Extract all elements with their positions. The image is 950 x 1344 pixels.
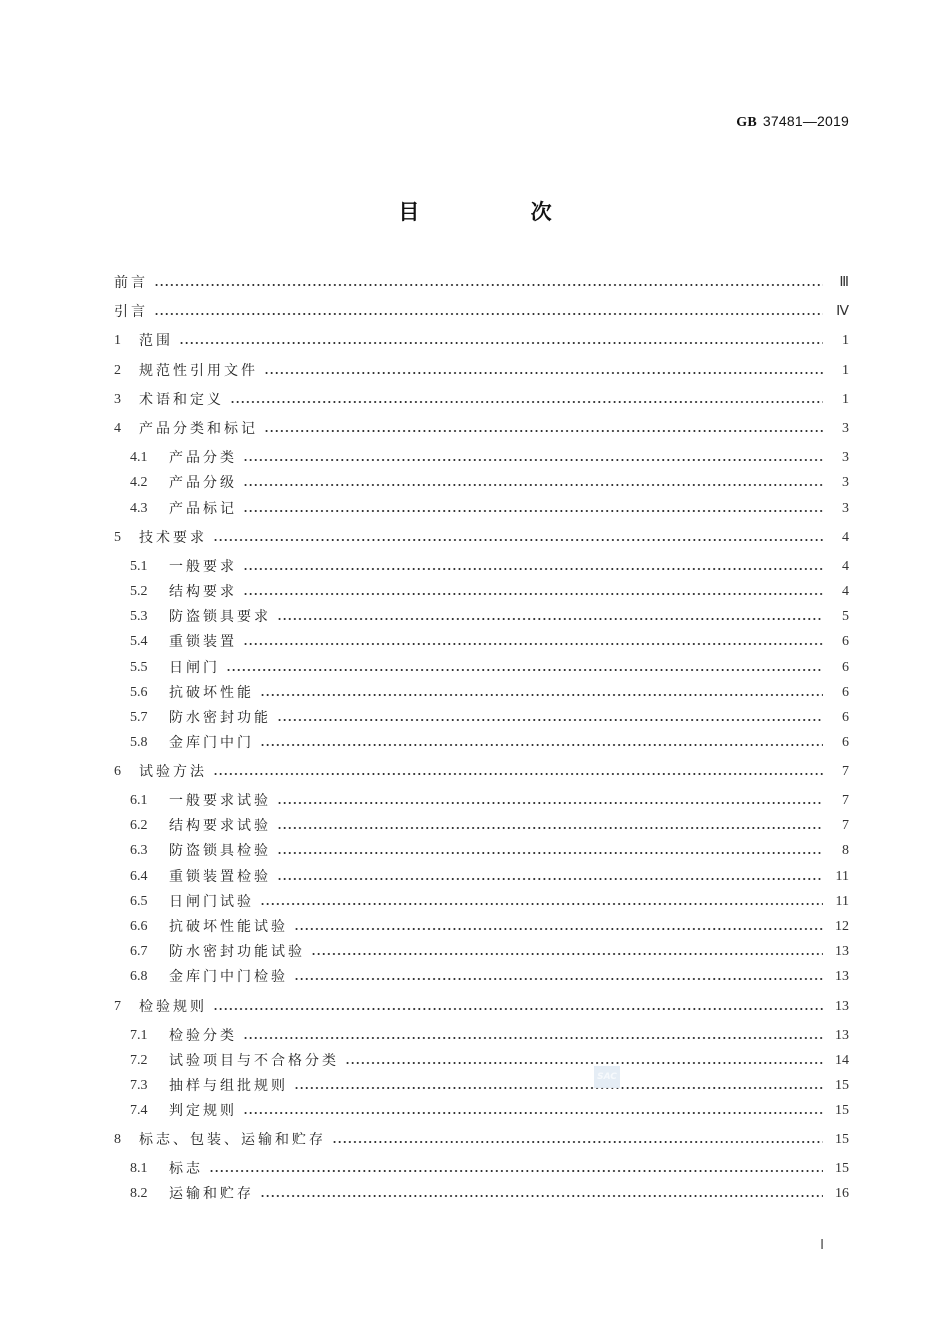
toc-entry-page: 6 [842, 710, 849, 725]
toc-entry-label: 标志 [169, 1161, 203, 1177]
toc-entry[interactable] [114, 1183, 849, 1205]
dot-leader [311, 941, 823, 963]
toc-entry-number: 4.2 [130, 475, 148, 490]
toc-entry-page: 13 [835, 999, 849, 1014]
toc-entry-page: 13 [835, 969, 849, 984]
toc-entry-page: 3 [842, 475, 849, 490]
dot-leader [332, 1129, 823, 1151]
toc-entry-label: 规范性引用文件 [139, 363, 258, 379]
dot-leader [243, 581, 823, 603]
toc-entry[interactable] [114, 1100, 849, 1122]
toc-entry[interactable] [114, 682, 849, 704]
toc-entry-label: 结构要求 [169, 584, 237, 600]
toc-entry-label: 日闸门 [169, 660, 220, 676]
dot-leader [243, 447, 823, 469]
toc-entry-number: 7.4 [130, 1103, 148, 1118]
toc-entry-page: 6 [842, 685, 849, 700]
toc-entry-page: 7 [842, 793, 849, 808]
dot-leader [243, 556, 823, 578]
toc-entry[interactable] [114, 498, 849, 520]
toc-entry[interactable] [114, 996, 849, 1018]
toc-entry-number: 7.1 [130, 1028, 148, 1043]
toc-entry-number: 6.7 [130, 944, 148, 959]
toc-entry-page: 6 [842, 660, 849, 675]
toc-entry-number: 6.4 [130, 869, 148, 884]
toc-entry-label: 运输和贮存 [169, 1186, 254, 1202]
toc-entry-label: 前言 [114, 275, 148, 291]
toc-entry-label: 产品分级 [169, 475, 237, 491]
toc-entry-page: 15 [835, 1103, 849, 1118]
toc-entry-page: 16 [835, 1186, 849, 1201]
toc-entry-page: Ⅲ [839, 275, 849, 290]
dot-leader [277, 840, 823, 862]
toc-entry-page: 13 [835, 1028, 849, 1043]
toc-entry[interactable] [114, 1025, 849, 1047]
toc-entry-number: 6.8 [130, 969, 148, 984]
toc-entry-number: 2 [114, 363, 121, 378]
standard-prefix: GB [736, 115, 757, 130]
toc-entry[interactable] [114, 966, 849, 988]
toc-entry-label: 技术要求 [139, 530, 207, 546]
toc-entry-number: 7 [114, 999, 121, 1014]
toc-entry[interactable] [114, 866, 849, 888]
toc-entry-page: 4 [842, 530, 849, 545]
toc-entry[interactable] [114, 891, 849, 913]
toc-entry[interactable] [114, 707, 849, 729]
toc-entry-number: 4.3 [130, 501, 148, 516]
dot-leader [230, 389, 823, 411]
dot-leader [294, 1075, 823, 1097]
dot-leader [243, 1025, 823, 1047]
dot-leader [213, 996, 823, 1018]
dot-leader [213, 761, 823, 783]
toc-entry-label: 检验分类 [169, 1028, 237, 1044]
toc-entry-label: 防盗锁具检验 [169, 843, 271, 859]
toc-entry[interactable] [114, 447, 849, 469]
toc-entry-label: 产品分类和标记 [139, 421, 258, 437]
toc-entry-number: 5.1 [130, 559, 148, 574]
toc-entry-label: 重锁装置 [169, 634, 237, 650]
toc-entry-number: 5.7 [130, 710, 148, 725]
toc-entry-label: 一般要求试验 [169, 793, 271, 809]
toc-entry-label: 防水密封功能 [169, 710, 271, 726]
toc-entry[interactable] [114, 1075, 849, 1097]
toc-entry-label: 引言 [114, 304, 148, 320]
toc-entry-label: 术语和定义 [139, 392, 224, 408]
toc-entry-number: 4 [114, 421, 121, 436]
dot-leader [294, 966, 823, 988]
toc-entry[interactable] [114, 840, 849, 862]
toc-entry-label: 金库门中门检验 [169, 969, 288, 985]
sac-watermark: SAC [594, 1066, 620, 1088]
toc-entry-page: 1 [842, 392, 849, 407]
dot-leader [243, 498, 823, 520]
toc-entry[interactable] [114, 1158, 849, 1180]
toc-entry-label: 范围 [139, 333, 173, 349]
toc-entry-number: 5.3 [130, 609, 148, 624]
dot-leader [260, 1183, 823, 1205]
dot-leader [277, 866, 823, 888]
page-title: 目 次 [398, 200, 604, 224]
dot-leader [243, 631, 823, 653]
toc-entry[interactable] [114, 657, 849, 679]
toc-entry-number: 5.8 [130, 735, 148, 750]
toc-entry[interactable] [114, 472, 849, 494]
dot-leader [277, 606, 823, 628]
toc-entry-label: 抽样与组批规则 [169, 1078, 288, 1094]
dot-leader [179, 330, 823, 352]
toc-entry-number: 8.2 [130, 1186, 148, 1201]
toc-entry-number: 1 [114, 333, 121, 348]
toc-entry[interactable] [114, 527, 849, 549]
toc-entry-label: 标志、包装、运输和贮存 [139, 1132, 326, 1148]
toc-entry[interactable] [114, 1129, 849, 1151]
toc-entry-label: 试验方法 [139, 764, 207, 780]
toc-entry[interactable] [114, 556, 849, 578]
dot-leader [345, 1050, 823, 1072]
dot-leader [277, 815, 823, 837]
toc-entry-page: 14 [835, 1053, 849, 1068]
toc-entry[interactable] [114, 916, 849, 938]
toc-entry-page: Ⅳ [836, 304, 849, 319]
toc-entry-label: 抗破坏性能试验 [169, 919, 288, 935]
toc-entry-number: 5.2 [130, 584, 148, 599]
toc-entry-page: 13 [835, 944, 849, 959]
toc-entry-label: 金库门中门 [169, 735, 254, 751]
toc-entry-label: 防盗锁具要求 [169, 609, 271, 625]
dot-leader [264, 418, 823, 440]
toc-entry-number: 6.5 [130, 894, 148, 909]
dot-leader [260, 682, 823, 704]
dot-leader [264, 360, 823, 382]
toc-entry[interactable] [114, 631, 849, 653]
dot-leader [209, 1158, 823, 1180]
toc-entry[interactable] [114, 360, 849, 382]
toc-entry[interactable] [114, 761, 849, 783]
dot-leader [154, 272, 823, 294]
toc-entry-page: 3 [842, 421, 849, 436]
toc-entry-number: 6.1 [130, 793, 148, 808]
toc-entry-number: 4.1 [130, 450, 148, 465]
toc-entry[interactable] [114, 732, 849, 754]
toc-entry-page: 15 [835, 1161, 849, 1176]
toc-entry-page: 6 [842, 735, 849, 750]
toc-entry-number: 5.4 [130, 634, 148, 649]
toc-entry-page: 15 [835, 1132, 849, 1147]
dot-leader [154, 301, 823, 323]
toc-entry-label: 重锁装置检验 [169, 869, 271, 885]
toc-entry-number: 5.6 [130, 685, 148, 700]
footer-page-number: Ⅰ [820, 1238, 825, 1253]
toc-entry-label: 防水密封功能试验 [169, 944, 305, 960]
toc-entry-number: 5.5 [130, 660, 148, 675]
dot-leader [277, 707, 823, 729]
toc-entry-page: 4 [842, 584, 849, 599]
toc-entry[interactable] [114, 790, 849, 812]
toc-entry-number: 3 [114, 392, 121, 407]
toc-entry-label: 抗破坏性能 [169, 685, 254, 701]
dot-leader [294, 916, 823, 938]
dot-leader [243, 1100, 823, 1122]
toc-entry-label: 试验项目与不合格分类 [169, 1053, 339, 1069]
dot-leader [260, 891, 823, 913]
toc-entry-label: 检验规则 [139, 999, 207, 1015]
toc-entry-page: 3 [842, 501, 849, 516]
toc-entry-page: 8 [842, 843, 849, 858]
toc-entry-page: 1 [842, 363, 849, 378]
toc-entry-number: 6 [114, 764, 121, 779]
standard-code [736, 113, 849, 131]
toc-entry[interactable] [114, 1050, 849, 1072]
toc-entry-number: 6.2 [130, 818, 148, 833]
toc-entry[interactable] [114, 815, 849, 837]
toc-entry-page: 11 [835, 894, 849, 909]
toc-entry-number: 5 [114, 530, 121, 545]
toc-entry[interactable] [114, 389, 849, 411]
dot-leader [277, 790, 823, 812]
toc-entry-page: 15 [835, 1078, 849, 1093]
toc-entry-number: 6.6 [130, 919, 148, 934]
toc-entry-number: 7.2 [130, 1053, 148, 1068]
toc-entry-label: 判定规则 [169, 1103, 237, 1119]
standard-number: 37481—2019 [762, 113, 849, 129]
toc-entry[interactable] [114, 581, 849, 603]
dot-leader [260, 732, 823, 754]
toc-entry-page: 1 [842, 333, 849, 348]
toc-entry[interactable] [114, 941, 849, 963]
toc-entry[interactable] [114, 301, 849, 323]
toc-entry-page: 5 [842, 609, 849, 624]
toc-entry-label: 一般要求 [169, 559, 237, 575]
toc-entry-label: 结构要求试验 [169, 818, 271, 834]
dot-leader [226, 657, 823, 679]
toc-entry-number: 6.3 [130, 843, 148, 858]
toc-entry-number: 8.1 [130, 1161, 148, 1176]
toc-entry-page: 7 [842, 818, 849, 833]
dot-leader [243, 472, 823, 494]
toc-entry-number: 8 [114, 1132, 121, 1147]
toc-entry-number: 7.3 [130, 1078, 148, 1093]
toc-entry-label: 产品标记 [169, 501, 237, 517]
dot-leader [213, 527, 823, 549]
toc-entry-label: 产品分类 [169, 450, 237, 466]
toc-entry-page: 3 [842, 450, 849, 465]
toc-entry-page: 11 [835, 869, 849, 884]
toc-entry-page: 7 [842, 764, 849, 779]
toc-entry[interactable] [114, 606, 849, 628]
toc-entry-page: 4 [842, 559, 849, 574]
toc-entry-page: 6 [842, 634, 849, 649]
toc-entry-label: 日闸门试验 [169, 894, 254, 910]
toc-entry[interactable] [114, 418, 849, 440]
toc-entry[interactable] [114, 330, 849, 352]
toc-entry[interactable] [114, 272, 849, 294]
toc-entry-page: 12 [835, 919, 849, 934]
